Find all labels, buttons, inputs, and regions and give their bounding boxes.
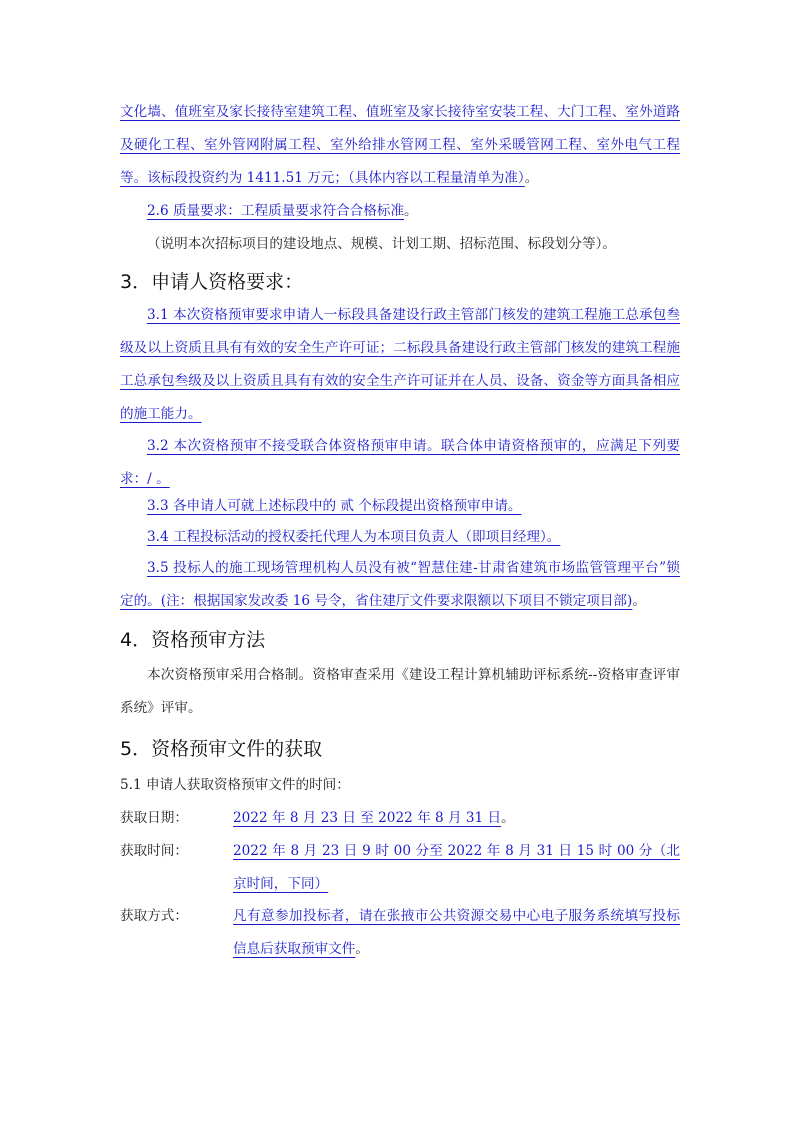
acquisition-date-value: 2022 年 8 月 23 日 至 2022 年 8 月 31 日 [233,810,502,826]
acquisition-method-end: 。 [355,941,369,957]
requirement-3-5-text: 3.5 投标人的施工现场管理机构人员没有被“智慧住建-甘肃省建筑市场监管管理平台”锁定的。(注：根据国家发改委 16 号令，省住建厅文件要求限额以下项目不锁定项目部) [120,560,680,609]
quality-text: 2.6 质量要求：工程质量要求符合合格标准 [147,203,405,219]
scope-end: 。 [524,170,539,186]
section5-sub: 5.1 申请人获取资格预审文件的时间： [120,777,350,793]
acquisition-date-value-wrap [233,802,680,835]
requirement-3-1-text: 3.1 本次资格预审要求申请人一标段具备建设行政主管部门核发的建筑工程施工总承包叁级及以上资质且具有有效的安全生产许可证；二标段具备建设行政主管部门核发的建筑工程施工总承包叁级及以上资质且具有有效的安全生产许可证并在人员、设备、资金等方面具备相应的施工能力。 [120,307,680,422]
requirement-3-4 [120,521,680,554]
acquisition-method-value: 凡有意参加投标者，请在张掖市公共资源交易中心电子服务系统填写投标信息后获取预审文件 [233,908,680,957]
requirement-3-5-end: 。 [632,593,646,609]
requirement-3-3-text: 3.3 各申请人可就上述标段中的 贰 个标段提出资格预审申请。 [147,498,522,514]
requirement-3-5 [120,552,680,618]
note-paragraph: （说明本次招标项目的建设地点、规模、计划工期、招标范围、标段划分等）。 [147,236,616,252]
requirement-3-3 [120,490,680,523]
acquisition-method-value-wrap [233,900,680,966]
acquisition-date-end: 。 [501,810,515,826]
acquisition-method-label: 获取方式： [120,908,188,924]
requirement-3-4-text: 3.4 工程投标活动的授权委托代理人为本项目负责人（即项目经理）。 [147,529,561,545]
quality-paragraph [120,195,680,228]
acquisition-time-value: 2022 年 8 月 23 日 9 时 00 分至 2022 年 8 月 31 日 15 时 00 分（北京时间，下同） [233,843,680,892]
quality-end: 。 [404,203,418,219]
section4-body: 本次资格预审采用合格制。资格审查采用《建设工程计算机辅助评标系统--资格审查评审系统》评审。 [120,667,680,716]
requirement-3-1 [120,299,680,431]
acquisition-date-label: 获取日期： [120,810,188,826]
acquisition-time-label: 获取时间： [120,843,188,859]
requirement-3-2 [120,430,680,496]
requirement-3-2-text: 3.2 本次资格预审不接受联合体资格预审申请。联合体申请资格预审的，应满足下列要求：/ 。 [120,438,680,487]
scope-text: 文化墙、值班室及家长接待室建筑工程、值班室及家长接待室安装工程、大门工程、室外道路及硬化工程、室外管网附属工程、室外给排水管网工程、室外采暖管网工程、室外电气工程等。该标段投资约为 1411.51 万元；（具体内容以工程量清单为准） [120,104,680,186]
section5-heading: 5．资格预审文件的获取 [120,738,323,760]
section3-heading: 3．申请人资格要求： [120,271,304,293]
section4-heading: 4．资格预审方法 [120,629,266,651]
section2-scope-paragraph [120,96,680,195]
